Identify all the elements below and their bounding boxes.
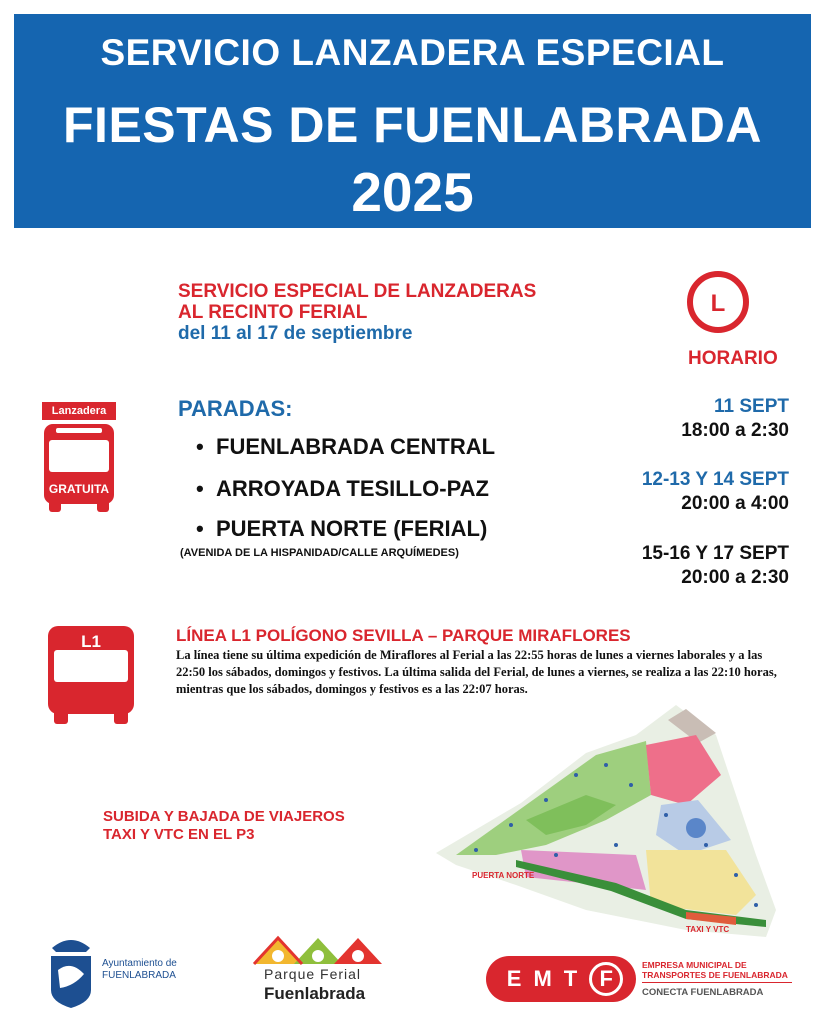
taxi-line2: TAXI Y VTC EN EL P3	[103, 826, 255, 843]
l1-title: LÍNEA L1 POLÍGONO SEVILLA – PARQUE MIRAFLORES	[176, 626, 631, 645]
stop-3-bullet: •	[196, 516, 204, 541]
intro-dates: del 11 al 17 de septiembre	[178, 323, 413, 344]
map-label-puerta-norte: PUERTA NORTE	[472, 871, 535, 880]
header-year: 2025	[351, 161, 474, 223]
header-banner	[14, 14, 811, 228]
emtf-logo	[486, 956, 636, 1002]
stop-2	[196, 476, 489, 502]
clock-icon	[686, 270, 750, 334]
schedule-hours-1: 18:00 a 2:30	[681, 420, 789, 441]
paradas-title: PARADAS:	[178, 396, 293, 421]
ayuntamiento-line1: Ayuntamiento de	[102, 958, 177, 969]
header-line1: SERVICIO LANZADERA ESPECIAL	[100, 32, 725, 73]
stop-3	[196, 516, 487, 542]
l1-badge: L1	[81, 632, 101, 651]
emt-description-line2: TRANSPORTES DE FUENLABRADA	[642, 970, 788, 980]
emt-description-line1: EMPRESA MUNICIPAL DE	[642, 960, 747, 970]
horario-label: HORARIO	[688, 348, 778, 369]
schedule-hours-3: 20:00 a 2:30	[681, 567, 789, 588]
emt-divider	[642, 982, 792, 983]
recinto-ferial-map	[436, 705, 781, 945]
stop-3-label: PUERTA NORTE (FERIAL)	[216, 516, 488, 541]
gratuita-label: GRATUITA	[48, 482, 110, 496]
stop-3-note: (AVENIDA DE LA HISPANIDAD/CALLE ARQUÍMEDES)	[180, 547, 459, 559]
header-line2: FIESTAS DE FUENLABRADA	[63, 97, 762, 153]
schedule-days-1: 11 SEPT	[714, 396, 789, 417]
l1-description: La línea tiene su última expedición de Miraflores al Ferial a las 22:55 horas de lunes a viernes laborales y a las 22:50 los sábados, domingos y festivos. La última salida del Ferial, de lunes a viernes, se realiza a las 22:10 horas, mientras que los sábados, domingos y festivos es a las 22:07 horas.	[176, 648, 777, 696]
lanzadera-bus-icon	[42, 402, 116, 514]
map-label-taxi: TAXI Y VTC	[686, 925, 730, 934]
stop-2-bullet: •	[196, 476, 204, 501]
parque-ferial-line2: Fuenlabrada	[264, 984, 366, 1003]
lanzadera-tag: Lanzadera	[42, 402, 116, 420]
ayuntamiento-line2: FUENLABRADA	[102, 970, 176, 981]
emt-slogan: CONECTA FUENLABRADA	[642, 987, 764, 998]
stop-1	[196, 434, 495, 460]
emtf-f-letter: F	[589, 962, 623, 996]
l1-bus-icon	[46, 624, 136, 728]
stop-2-label: ARROYADA TESILLO-PAZ	[216, 476, 489, 501]
ayuntamiento-text	[102, 958, 177, 982]
taxi-line1: SUBIDA Y BAJADA DE VIAJEROS	[103, 808, 345, 825]
emtf-letters: EMT	[506, 966, 590, 991]
intro-title-line1: SERVICIO ESPECIAL DE LANZADERAS	[178, 281, 537, 302]
intro-title-line2: AL RECINTO FERIAL	[178, 302, 368, 323]
schedule-days-2: 12-13 Y 14 SEPT	[641, 469, 789, 490]
clock-letter: L	[710, 290, 726, 317]
schedule-days-3: 15-16 Y 17 SEPT	[641, 543, 789, 564]
emt-description	[642, 960, 788, 980]
parque-ferial-line1: Parque Ferial	[264, 966, 362, 982]
schedule-hours-2: 20:00 a 4:00	[681, 493, 789, 514]
stop-1-bullet: •	[196, 434, 204, 459]
ayuntamiento-logo	[46, 930, 96, 1015]
stop-1-label: FUENLABRADA CENTRAL	[216, 434, 496, 459]
